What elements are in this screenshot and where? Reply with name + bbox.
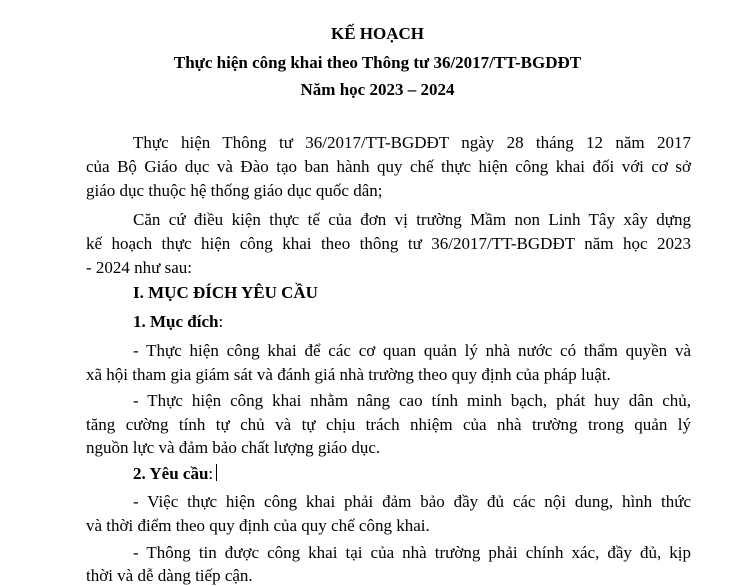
intro-p1-line-3: giáo dục thuộc hệ thống giáo dục quốc dân; [86, 181, 383, 200]
requirements-bullet-2-line-1: - Thông tin được công khai tại của nhà trường phải chính xác, đầy đủ, kịp [133, 543, 691, 562]
intro-p2-line-1: Căn cứ điều kiện thực tế của đơn vị trường Mầm non Linh Tây xây dựng [133, 210, 691, 229]
purpose-bullet-2-line-2: tăng cường tính tự chủ và tự chịu trách nhiệm của nhà trường trong quản lý [86, 415, 691, 434]
purpose-heading-text: 1. Mục đích [133, 312, 219, 331]
text-cursor [216, 464, 217, 481]
document-subtitle: Thực hiện công khai theo Thông tư 36/2017/TT-BGDĐT [173, 53, 582, 72]
requirements-bullet-1-line-1: - Việc thực hiện công khai phải đảm bảo đầy đủ các nội dung, hình thức [133, 492, 691, 511]
purpose-bullet-1-line-2: xã hội tham gia giám sát và đánh giá nhà trường theo quy định của pháp luật. [86, 365, 611, 384]
requirements-heading [133, 464, 217, 484]
requirements-bullet-1-line-2: và thời điểm theo quy định của quy chế công khai. [86, 516, 430, 535]
requirements-heading-text: 2. Yêu cầu [133, 464, 209, 483]
intro-p2-line-3: - 2024 như sau: [86, 258, 193, 277]
purpose-bullet-1-line-1: - Thực hiện công khai để các cơ quan quản lý nhà nước có thẩm quyền và [133, 341, 691, 360]
requirements-heading-colon: : [208, 464, 214, 483]
purpose-heading [133, 312, 223, 332]
purpose-bullet-2-line-3: nguồn lực và đảm bảo chất lượng giáo dục. [86, 438, 381, 457]
section-heading: I. MỤC ĐÍCH YÊU CẦU [133, 283, 318, 302]
school-year: Năm học 2023 – 2024 [300, 80, 455, 99]
purpose-heading-colon: : [218, 312, 224, 331]
purpose-bullet-2-line-1: - Thực hiện công khai nhằm nâng cao tính minh bạch, phát huy dân chủ, [133, 391, 691, 410]
intro-p1-line-2: của Bộ Giáo dục và Đào tạo ban hành quy chế thực hiện công khai đối với cơ sở [86, 157, 691, 176]
document-title: KẾ HOẠCH [330, 24, 425, 43]
requirements-bullet-2-line-2: thời và dễ dàng tiếp cận. [86, 566, 253, 585]
intro-p1-line-1: Thực hiện Thông tư 36/2017/TT-BGDĐT ngày 28 tháng 12 năm 2017 [133, 133, 691, 152]
intro-p2-line-2: kế hoạch thực hiện công khai theo thông tư 36/2017/TT-BGDĐT năm học 2023 [86, 234, 691, 253]
